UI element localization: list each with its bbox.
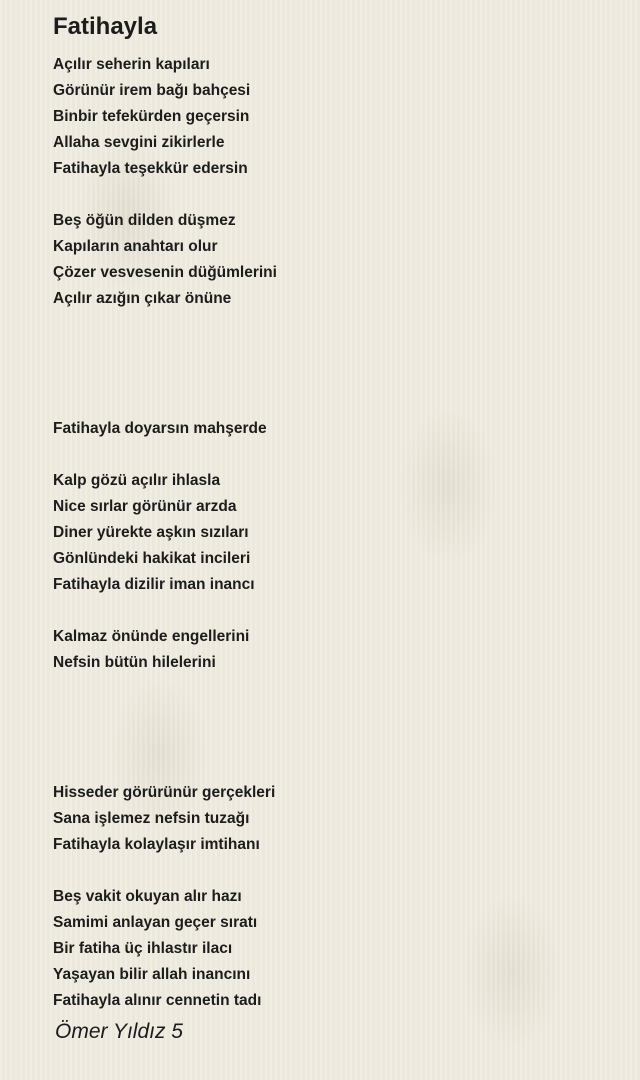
stanza-gap: [53, 598, 277, 624]
stanza-gap: [53, 442, 277, 468]
stanza-gap: [53, 364, 277, 390]
stanza-gap: [53, 676, 277, 702]
stanza-gap: [53, 702, 277, 728]
poem-line: Bir fatiha üç ihlastır ilacı: [53, 940, 233, 957]
poem-line: Kalmaz önünde engellerini: [53, 628, 250, 645]
poem-line: Hisseder görürünür gerçekleri: [53, 784, 276, 801]
poem-line: Fatihayla kolaylaşır imtihanı: [53, 836, 260, 853]
poem-line: Fatihayla doyarsın mahşerde: [53, 420, 267, 437]
poem-line: Kapıların anahtarı olur: [53, 238, 218, 255]
poem-line: Binbir tefekürden geçersin: [53, 108, 250, 125]
stanza-gap: [53, 338, 277, 364]
poem-line: Diner yürekte aşkın sızıları: [53, 524, 249, 541]
poem-body: [53, 52, 277, 1014]
poem-line: Sana işlemez nefsin tuzağı: [53, 810, 250, 827]
poem-line: Fatihayla dizilir iman inancı: [53, 576, 255, 593]
poem-line: Görünür irem bağı bahçesi: [53, 82, 251, 99]
poem-line: Beş öğün dilden düşmez: [53, 212, 236, 229]
stanza-gap: [53, 182, 277, 208]
poem-line: Samimi anlayan geçer sıratı: [53, 914, 258, 931]
stanza-gap: [53, 390, 277, 416]
poem-line: Allaha sevgini zikirlerle: [53, 134, 225, 151]
poem-line: Çözer vesvesenin düğümlerini: [53, 264, 277, 281]
poem-line: Nice sırlar görünür arzda: [53, 498, 237, 515]
poem-line: Nefsin bütün hilelerini: [53, 654, 216, 671]
poem-line: Beş vakit okuyan alır hazı: [53, 888, 242, 905]
stanza-gap: [53, 312, 277, 338]
stanza-gap: [53, 754, 277, 780]
poem-line: Fatihayla teşekkür edersin: [53, 160, 248, 177]
poem-line: Fatihayla alınır cennetin tadı: [53, 992, 262, 1009]
poem-line: Açılır seherin kapıları: [53, 56, 210, 73]
poem-line: Açılır azığın çıkar önüne: [53, 290, 232, 307]
stanza-gap: [53, 728, 277, 754]
poem-line: Kalp gözü açılır ihlasla: [53, 472, 221, 489]
stanza-gap: [53, 858, 277, 884]
poem-line: Gönlündeki hakikat incileri: [53, 550, 251, 567]
poem-line: Yaşayan bilir allah inancını: [53, 966, 251, 983]
poem-author: Ömer Yıldız 5: [55, 1020, 183, 1043]
poem-title: Fatihayla: [53, 13, 158, 40]
